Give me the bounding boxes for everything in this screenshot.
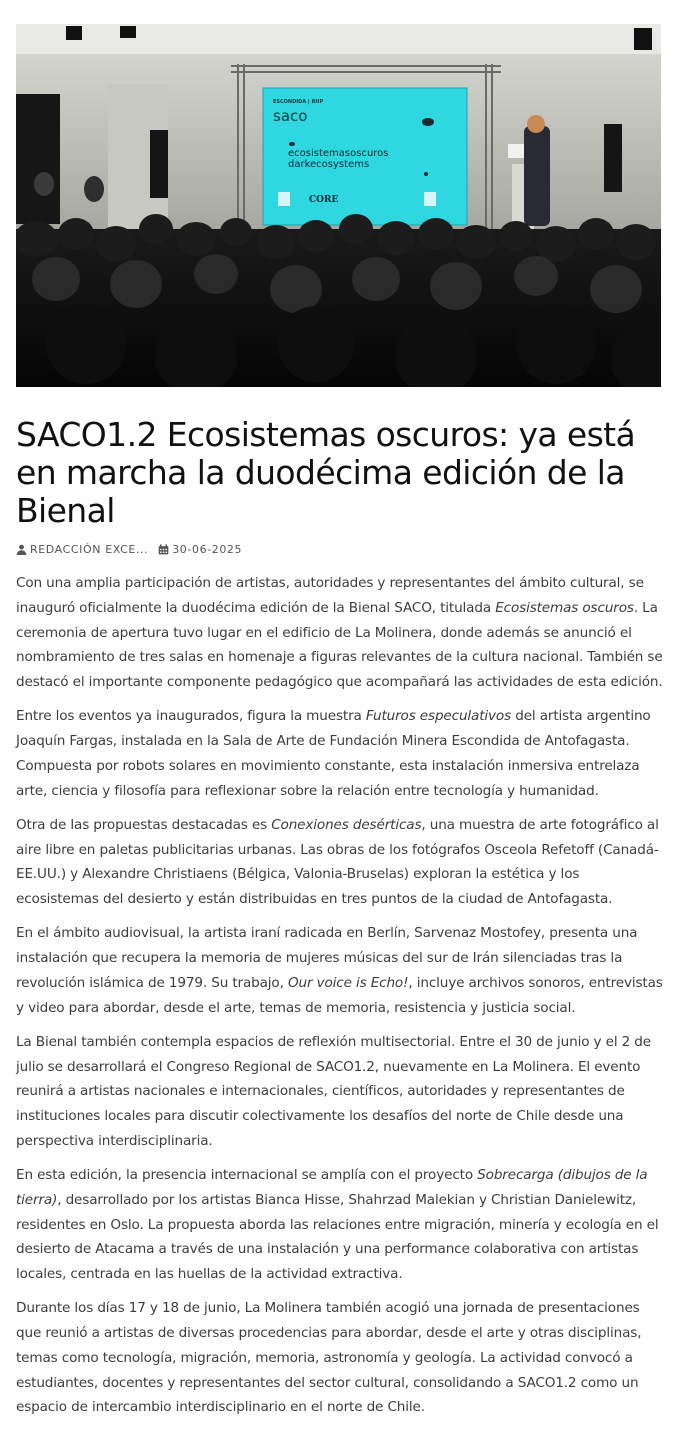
paragraph: Con una amplia participación de artistas, autoridades y representantes del ámbito cultural, se inauguró oficialmente la duodécima edición de la Bienal SACO, titulada Ecosistemas oscuros. La ceremonia de apertura tuvo lugar en el edificio de La Molinera, donde además se anunció el nombramiento de tres salas en homenaje a figuras relevantes de la cultura nacional. También se destacó el importante componente pedagógico que acompañará las actividades de esta edición. [16, 575, 663, 691]
calendar-icon [158, 544, 169, 555]
screen-text-4: darkecosystems [288, 159, 370, 170]
screen-text-3: ecosistemasoscuros [288, 148, 389, 159]
paragraph: Durante los días 17 y 18 de junio, La Molinera también acogió una jornada de presentaciones que reunió a artistas de diversas procedencias para abordar, desde el arte y otras disciplinas, temas como tecnología, migración, memoria, astronomía y geología. La actividad convocó a estudiantes, docentes y representantes del sector cultural, consolidando a SACO1.2 como un espacio de intercambio interdisciplinario en el norte de Chile. [16, 1300, 642, 1416]
speaker-left [150, 130, 168, 198]
stage-light [66, 26, 82, 40]
date-meta [158, 543, 242, 556]
paragraph: En esta edición, la presencia internacional se amplía con el proyecto Sobrecarga (dibujos de la tierra), desarrollado por los artistas Bianca Hisse, Shahrzad Malekian y Christian Danielewitz, residentes en Oslo. La propuesta aborda las relaciones entre migración, minería y ecología en el desierto de Atacama a través de una instalación y una performance colaborativa con artistas locales, centrada en las huellas de la actividad extractiva. [16, 1167, 659, 1283]
article-title: SACO1.2 Ecosistemas oscuros: ya está en marcha la duodécima edición de la Bienal [16, 415, 636, 530]
stage-light [634, 28, 652, 50]
stage-light [120, 26, 136, 38]
hero-photo [16, 24, 661, 387]
paragraph: Entre los eventos ya inaugurados, figura la muestra Futuros especulativos del artista argentino Joaquín Fargas, instalada en la Sala de Arte de Fundación Minera Escondida de Antofagasta. Compuesta por robots solares en movimiento constante, esta instalación inmersiva entrelaza arte, ciencia y filosofía para reflexionar sobre la relación entre tecnología y humanidad. [16, 708, 651, 799]
screen-text-5: CORE [309, 195, 339, 205]
paragraph: En el ámbito audiovisual, la artista iraní radicada en Berlín, Sarvenaz Mostofey, presenta una instalación que recupera la memoria de mujeres músicas del sur de Irán silenciadas tras la revolución islámica de 1979. Su trabajo, Our voice is Echo!, incluye archivos sonoros, entrevistas y video para abordar, desde el arte, temas de memoria, resistencia y justicia social. [16, 925, 663, 1016]
user-icon [16, 544, 27, 555]
publish-date: 30-06-2025 [172, 543, 243, 556]
screen-text-1: ESCONDIDA | BHP [273, 99, 324, 105]
article-meta [16, 543, 252, 556]
paragraph: Otra de las propuestas destacadas es Conexiones desérticas, una muestra de arte fotográfico al aire libre en paletas publicitarias urbanas. Las obras de los fotógrafos Osceola Refetoff (Canadá-EE.UU.) y Alexandre Christiaens (Bélgica, Valonia-Bruselas) exploran la estética y los ecosistemas del desierto y están distribuidas en tres puntos de la ciudad de Antofagasta. [16, 816, 659, 908]
author-name[interactable]: REDACCIÓN EXCE... [30, 543, 149, 556]
speaker-right [604, 124, 622, 192]
presenter [524, 126, 550, 226]
dark-doorway [16, 94, 60, 224]
screen-text-2: saco [273, 107, 308, 125]
event-photo-illustration [16, 24, 661, 387]
paragraph: La Bienal también contempla espacios de reflexión multisectorial. Entre el 30 de junio y el 2 de julio se desarrollará el Congreso Regional de SACO1.2, nuevamente en La Molinera. El evento reunirá a artistas nacionales e internacionales, científicos, autoridades y representantes de instituciones locales para discutir colectivamente los desafíos del norte de Chile desde una perspectiva interdisciplinaria. [16, 1033, 651, 1149]
author-meta[interactable] [16, 543, 148, 556]
article-body [16, 571, 664, 1430]
